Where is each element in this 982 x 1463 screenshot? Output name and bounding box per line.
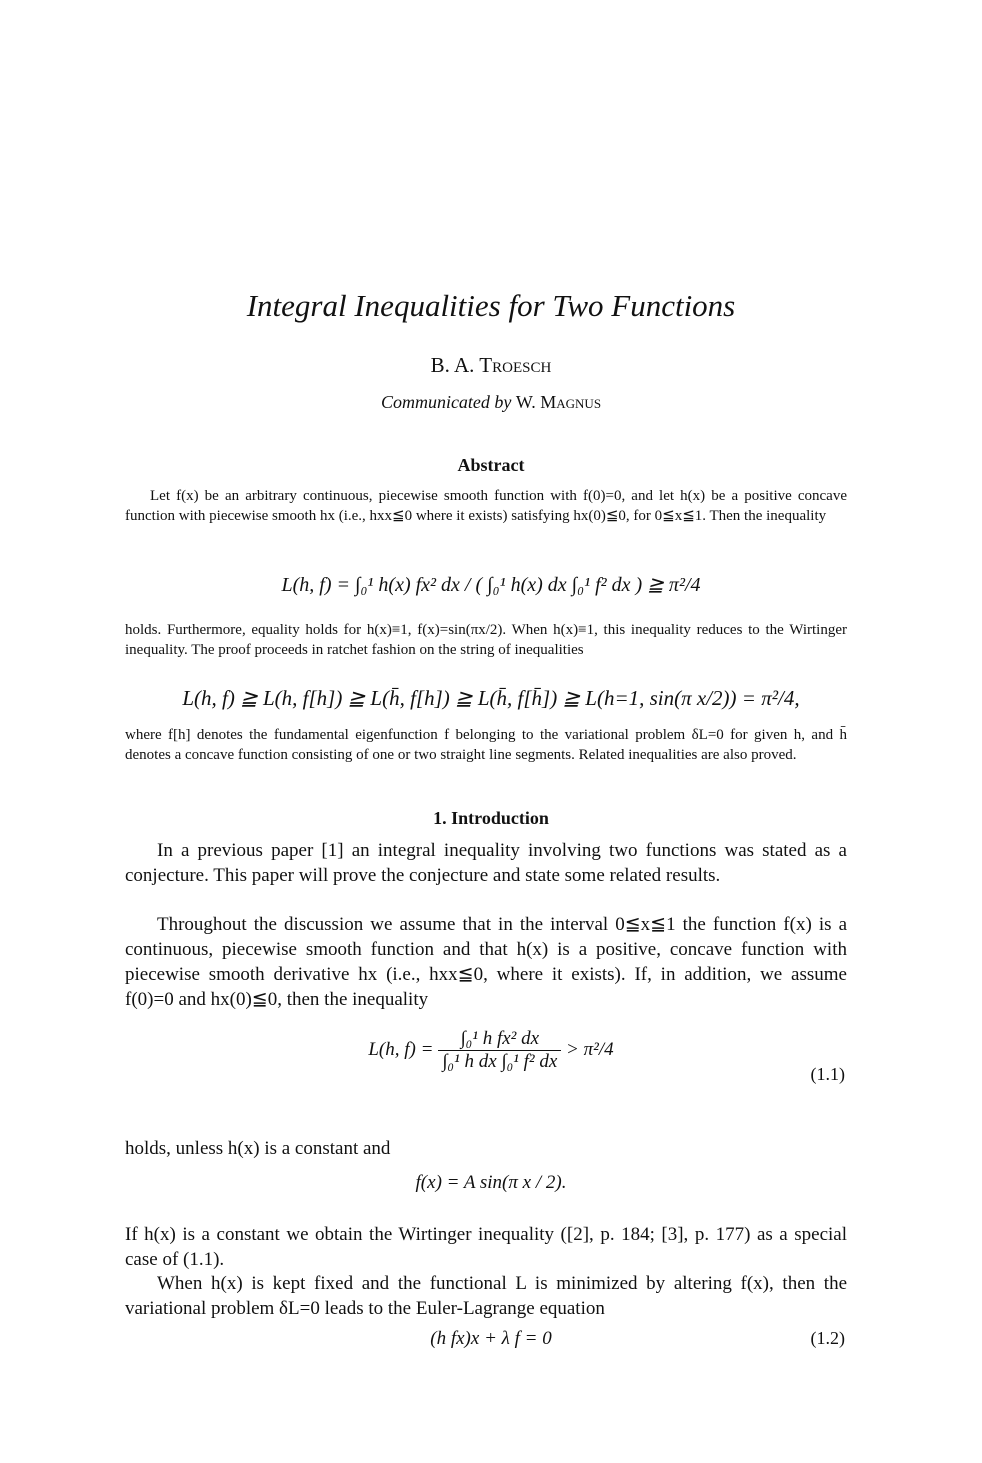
abstract-paragraph-2: holds. Furthermore, equality holds for h(x)≡1, f(x)=sin(πx/2). When h(x)≡1, this inequality reduces to the Wirtinger inequality. The proof proceeds in ratchet fashion on the string of inequalities — [125, 622, 847, 658]
intro-paragraph-3: holds, unless h(x) is a constant and — [125, 1138, 391, 1159]
author-name: B. A. Troesch — [430, 353, 552, 377]
abstract-equation-2: L(h, f) ≧ L(h, f[h]) ≧ L(h̄, f[h]) ≧ L(h̄, f[h̄]) ≧ L(h=1, sin(π x/2)) = π²/4, — [182, 686, 800, 710]
intro-paragraph-4: If h(x) is a constant we obtain the Wirtinger inequality ([2], p. 184; [3], p. 177) as a special case of (1.1). — [125, 1224, 847, 1270]
communicated-prefix: Communicated by — [380, 392, 512, 412]
abstract-paragraph-1: Let f(x) be an arbitrary continuous, piecewise smooth function with f(0)=0, and let h(x) be a positive concave function with piecewise smooth hx (i.e., hxx≦0 where it exists) satisfying hx(0)≦0, for 0≦x≦1. Then the inequality — [125, 488, 847, 524]
eq11-lhs: L(h, f) = — [368, 1038, 434, 1060]
paper-title: Integral Inequalities for Two Functions — [246, 288, 736, 323]
intro-paragraph-5: When h(x) is kept fixed and the functional L is minimized by altering f(x), then the variational problem δL=0 leads to the Euler-Lagrange equation — [125, 1273, 847, 1319]
abstract-equation-1: L(h, f) = ∫₀¹ h(x) fx² dx / ( ∫₀¹ h(x) dx ∫₀¹ f² dx ) ≧ π²/4 — [281, 574, 701, 596]
equation-1-1-label: (1.1) — [810, 1064, 845, 1084]
eq11-rhs: > π²/4 — [566, 1038, 614, 1060]
equation-1-2: (h fx)x + λ f = 0 — [430, 1328, 552, 1349]
intro-paragraph-1: In a previous paper [1] an integral inequality involving two functions was stated as a conjecture. This paper will prove the conjecture and state some related results. — [125, 840, 847, 886]
communicator-name: W. Magnus — [515, 392, 602, 412]
section-heading-introduction: 1. Introduction — [433, 808, 549, 828]
equation-1-2-label: (1.2) — [810, 1328, 845, 1348]
communicated-line — [0, 392, 982, 413]
intro-paragraph-2: Throughout the discussion we assume that in the interval 0≦x≦1 the function f(x) is a continuous, piecewise smooth function and that h(x) is a positive, concave function with piecewise smooth derivative hx (i.e., hxx≦0, where it exists). If, in addition, we assume f(0)=0 and hx(0)≦0, then the inequality — [125, 914, 847, 1010]
equation-f-definition: f(x) = A sin(π x / 2). — [415, 1172, 567, 1193]
eq11-denominator: ∫₀¹ h dx ∫₀¹ f² dx — [442, 1051, 558, 1072]
abstract-heading: Abstract — [457, 455, 525, 475]
eq11-fraction — [438, 1028, 561, 1073]
eq11-numerator: ∫₀¹ h fx² dx — [438, 1028, 561, 1051]
abstract-paragraph-3: where f[h] denotes the fundamental eigenfunction f belonging to the variational problem δL=0 for given h, and h̄ denotes a concave function consisting of one or two straight line segments. Related inequalities are also proved. — [125, 727, 847, 763]
